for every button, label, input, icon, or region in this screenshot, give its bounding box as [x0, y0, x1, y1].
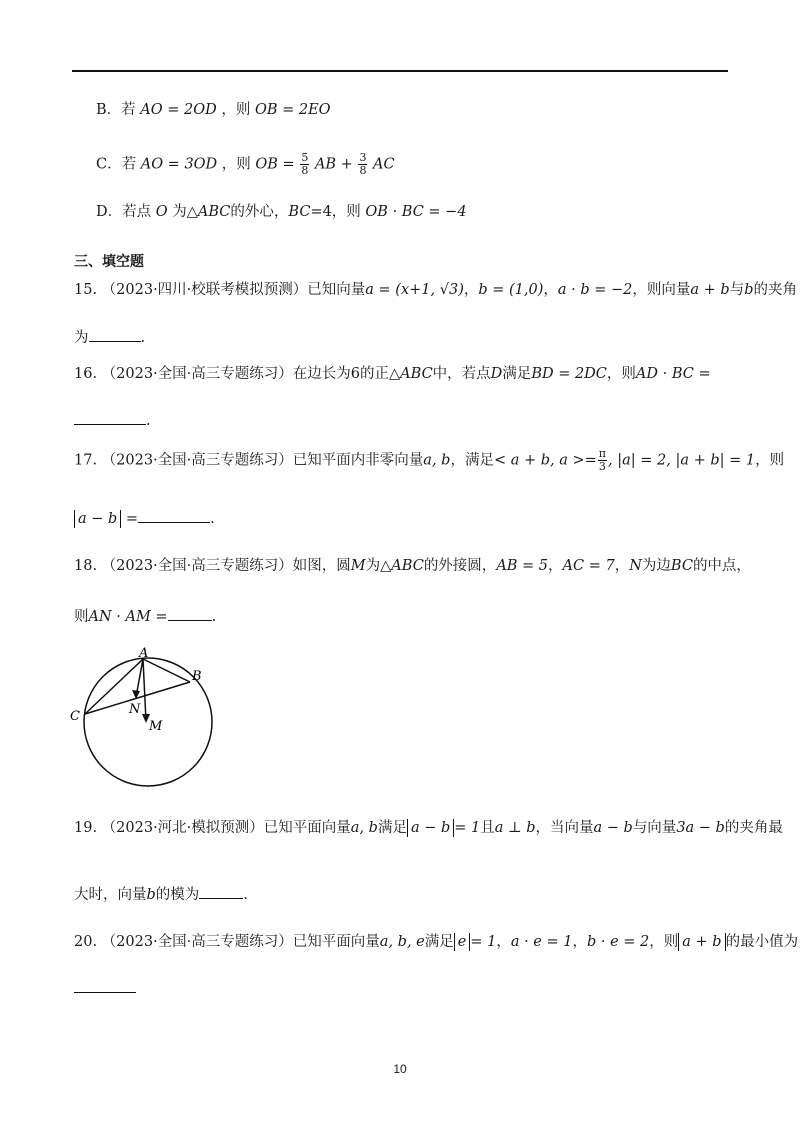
option-b: [96, 100, 331, 120]
side-ab: AB = 5: [496, 558, 549, 574]
dot-product: a · b = −2: [557, 282, 633, 298]
option-c-lhs: OB =: [255, 156, 295, 173]
question-stem: （2023·河北·模拟预测）已知平面向量: [101, 820, 351, 836]
norm-a-plus-b: a + b: [678, 933, 725, 951]
vector-sum: a + b: [690, 282, 730, 298]
question-number: 19.: [74, 820, 98, 836]
option-d-bc: BC: [288, 204, 311, 220]
option-c-term-1: AB +: [314, 156, 353, 173]
question-18: 18. （2023·全国·高三专题练习）如图，圆M为△ABC的外接圆，AB = 5，AC = 7，N为边BC的中点，: [74, 558, 751, 574]
label-c: C: [70, 709, 80, 724]
question-stem: （2023·四川·校联考模拟预测）已知向量: [101, 282, 366, 298]
label-n: N: [129, 702, 141, 717]
question-number: 16.: [74, 366, 98, 382]
vector-b: b = (1,0): [478, 282, 544, 298]
pi-over-3: $\frac{\pi}{3}$: [598, 447, 607, 473]
question-stem: （2023·全国·高三专题练习）已知平面内非零向量: [101, 452, 424, 469]
answer-blank[interactable]: [74, 978, 136, 993]
question-18-line-2: 则AN · AM = .: [74, 606, 216, 627]
norm-conditions: , |a| = 2, |a + b| = 1: [608, 452, 756, 469]
question-stem: （2023·全国·高三专题练习）已知平面向量: [101, 934, 380, 950]
option-c-label: C．若: [96, 156, 137, 173]
segment-ab: [143, 659, 190, 682]
label-a: A: [139, 646, 149, 661]
option-d-point-o: O: [155, 204, 168, 220]
section-heading: 三、填空题: [74, 254, 144, 270]
page-number: 10: [393, 1062, 407, 1076]
question-stem: （2023·全国·高三专题练习）在边长为6的正: [101, 366, 390, 382]
option-c: [96, 152, 395, 177]
question-number: 15.: [74, 282, 98, 298]
option-d-label: D．若点: [96, 204, 152, 220]
vector-am: [143, 659, 146, 721]
question-number: 18.: [74, 558, 98, 574]
option-d-text: 为△: [172, 204, 198, 220]
answer-blank[interactable]: [138, 508, 210, 523]
option-b-conclusion: OB = 2EO: [254, 102, 331, 118]
option-d-text-2: 的外心，: [230, 204, 289, 220]
side-ac: AC = 7: [562, 558, 615, 574]
target-expression: AN · AM =: [88, 609, 168, 625]
question-15-line-2: 为 .: [74, 327, 145, 348]
question-20-line-2: [74, 978, 136, 999]
circumcircle-figure: [66, 642, 226, 792]
question-19-line-2: 大时，向量b的模为 .: [74, 884, 248, 905]
label-b: B: [192, 669, 202, 684]
perpendicular-condition: a ⊥ b: [494, 820, 536, 836]
answer-blank[interactable]: [74, 410, 146, 425]
norm-condition: a − b: [407, 819, 454, 837]
option-b-condition: AO = 2OD: [140, 102, 217, 118]
option-c-term-2: AC: [373, 156, 395, 173]
option-c-then: ，则: [221, 156, 251, 173]
option-d-triangle: ABC: [197, 204, 231, 220]
answer-blank[interactable]: [199, 884, 243, 899]
option-d: [96, 202, 467, 222]
triangle: △ABC: [389, 366, 433, 382]
option-d-text-3: =4，则: [310, 204, 361, 220]
answer-blank[interactable]: [168, 606, 212, 621]
norm-e: e: [454, 933, 471, 951]
option-c-fraction-2: $\frac{3}{8}$: [359, 151, 367, 177]
header-rule: [72, 70, 728, 72]
target-expression: AD · BC =: [635, 366, 711, 382]
question-17-line-2: a − b = .: [74, 508, 215, 529]
vectors: a, b: [423, 452, 451, 469]
option-b-then: ，则: [221, 102, 251, 118]
question-number: 20.: [74, 934, 98, 950]
option-b-label: B．若: [96, 102, 136, 118]
label-m: M: [149, 719, 163, 734]
question-17: 17. （2023·全国·高三专题练习）已知平面内非零向量a, b，满足< a + b, a >= $\frac{\pi}{3}$ , |a| = 2, |a + b| = 1，则: [74, 447, 785, 473]
question-20: 20. （2023·全国·高三专题练习）已知平面向量a, b, e满足 e = 1，a · e = 1，b · e = 2，则 a + b 的最小值为: [74, 934, 799, 950]
condition: BD = 2DC: [531, 366, 607, 382]
question-15: 15. （2023·四川·校联考模拟预测）已知向量a = (x+1, √3)，b = (1,0)，a · b = −2，则向量a + b与b的夹角: [74, 282, 797, 298]
triangle: △ABC: [380, 558, 424, 574]
vector-a: a = (x+1, √3): [365, 282, 464, 298]
angle-condition: < a + b, a >=: [493, 452, 597, 469]
option-d-conclusion: OB · BC = −4: [365, 204, 467, 220]
option-c-condition: AO = 3OD: [140, 156, 218, 173]
norm-a-minus-b: a − b: [74, 510, 121, 528]
question-19: 19. （2023·河北·模拟预测）已知平面向量a, b满足 a − b = 1且a ⊥ b，当向量a − b与向量3a − b的夹角最: [74, 820, 783, 836]
question-16: 16. （2023·全国·高三专题练习）在边长为6的正△ABC中，若点D满足BD = 2DC，则AD · BC =: [74, 366, 711, 382]
question-16-line-2: .: [74, 410, 151, 431]
question-stem: （2023·全国·高三专题练习）如图，圆: [101, 558, 351, 574]
question-number: 17.: [74, 452, 98, 469]
answer-blank[interactable]: [89, 327, 141, 342]
option-c-fraction-1: $\frac{5}{8}$: [301, 151, 309, 177]
